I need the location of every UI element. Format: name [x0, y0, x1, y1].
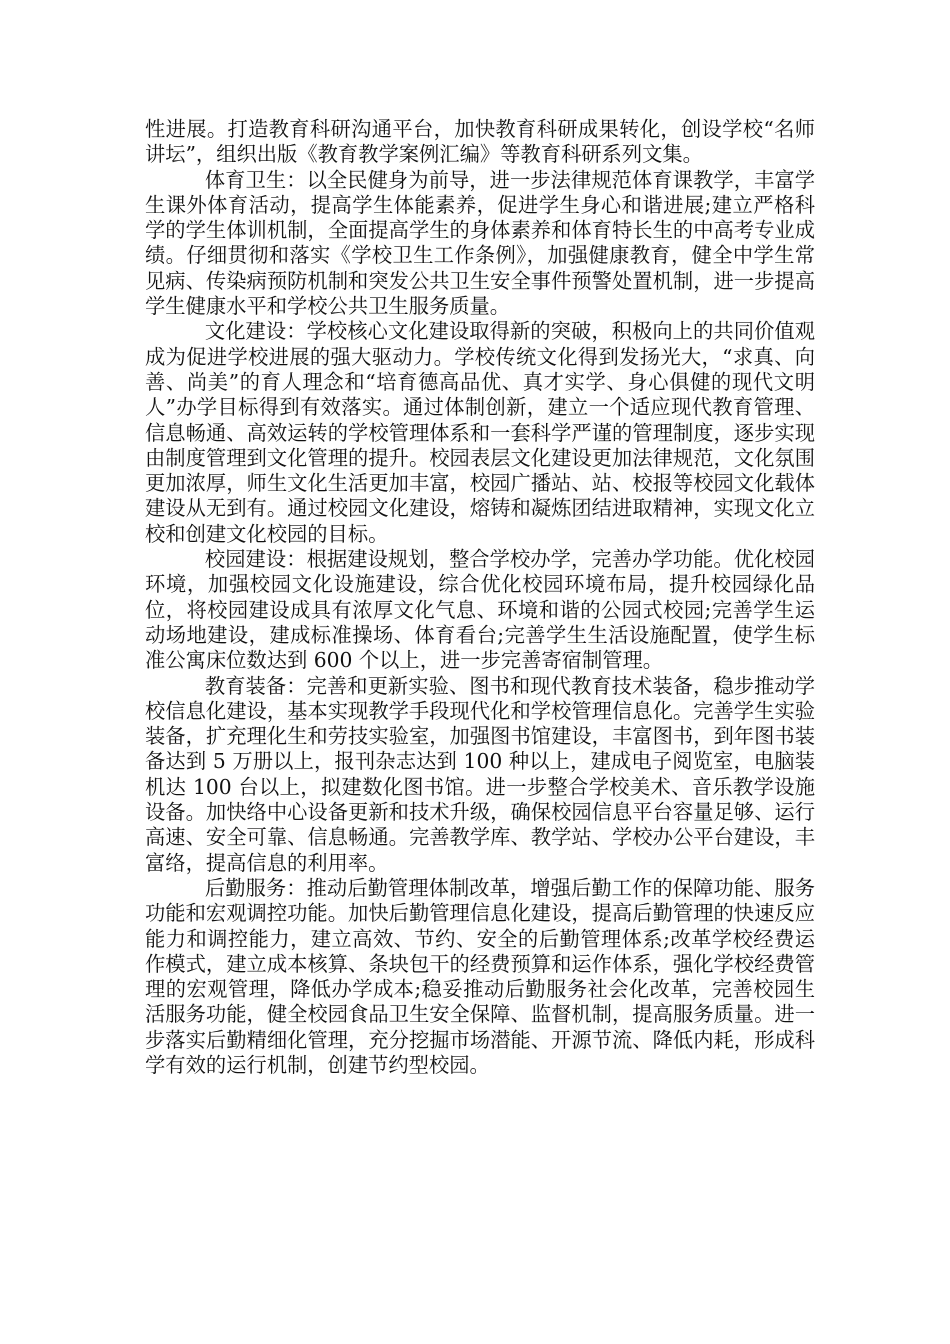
paragraph-research-continuation: 性进展。打造教育科研沟通平台，加快教育科研成果转化，创设学校“名师讲坛”，组织出版《教育教学案例汇编》等教育科研系列文集。 — [145, 117, 815, 167]
paragraph-sports-health: 体育卫生：以全民健身为前导，进一步法律规范体育课教学，丰富学生课外体育活动，提高学生体能素养，促进学生身心和谐进展;建立严格科学的学生体训机制，全面提高学生的身体素养和体育特长生的中高考专业成绩。仔细贯彻和落实《学校卫生工作条例》，加强健康教育，健全中学生常见病、传染病预防机制和突发公共卫生安全事件预警处置机制，进一步提高学生健康水平和学校公共卫生服务质量。 — [145, 167, 815, 319]
paragraph-logistics-service: 后勤服务：推动后勤管理体制改革，增强后勤工作的保障功能、服务功能和宏观调控功能。加快后勤管理信息化建设，提高后勤管理的快速反应能力和调控能力，建立高效、节约、安全的后勤管理体系;改革学校经费运作模式，建立成本核算、条块包干的经费预算和运作体系，强化学校经费管理的宏观管理，降低办学成本;稳妥推动后勤服务社会化改革，完善校园生活服务功能，健全校园食品卫生安全保障、监督机制，提高服务质量。进一步落实后勤精细化管理，充分挖掘市场潜能、开源节流、降低内耗，形成科学有效的运行机制，创建节约型校园。 — [145, 875, 815, 1077]
paragraph-culture-building: 文化建设：学校核心文化建设取得新的突破，积极向上的共同价值观成为促进学校进展的强大驱动力。学校传统文化得到发扬光大，“求真、向善、尚美”的育人理念和“培育德高品优、真才实学、身心俱健的现代文明人”办学目标得到有效落实。通过体制创新，建立一个适应现代教育管理、信息畅通、高效运转的学校管理体系和一套科学严谨的管理制度，逐步实现由制度管理到文化管理的提升。校园表层文化建设更加法律规范，文化氛围更加浓厚，师生文化生活更加丰富，校园广播站、站、校报等校园文化载体建设从无到有。通过校园文化建设，熔铸和凝炼团结进取精神，实现文化立校和创建文化校园的目标。 — [145, 319, 815, 546]
paragraph-campus-construction: 校园建设：根据建设规划，整合学校办学，完善办学功能。优化校园环境，加强校园文化设施建设，综合优化校园环境布局，提升校园绿化品位，将校园建设成具有浓厚文化气息、环境和谐的公园式校园;完善学生运动场地建设，建成标准操场、体育看台;完善学生生活设施配置，使学生标准公寓床位数达到 600 个以上，进一步完善寄宿制管理。 — [145, 547, 815, 673]
paragraph-education-equipment: 教育装备：完善和更新实验、图书和现代教育技术装备，稳步推动学校信息化建设，基本实现教学手段现代化和学校管理信息化。完善学生实验装备，扩充理化生和劳技实验室，加强图书馆建设，丰富图书，到年图书装备达到 5 万册以上，报刊杂志达到 100 种以上，建成电子阅览室，电脑装机达 100 台以上，拟建数化图书馆。进一步整合学校美术、音乐教学设施设备。加快络中心设备更新和技术升级，确保校园信息平台容量足够、运行高速、安全可靠、信息畅通。完善教学库、教学站、学校办公平台建设，丰富络，提高信息的利用率。 — [145, 673, 815, 875]
document-body — [145, 117, 815, 1078]
